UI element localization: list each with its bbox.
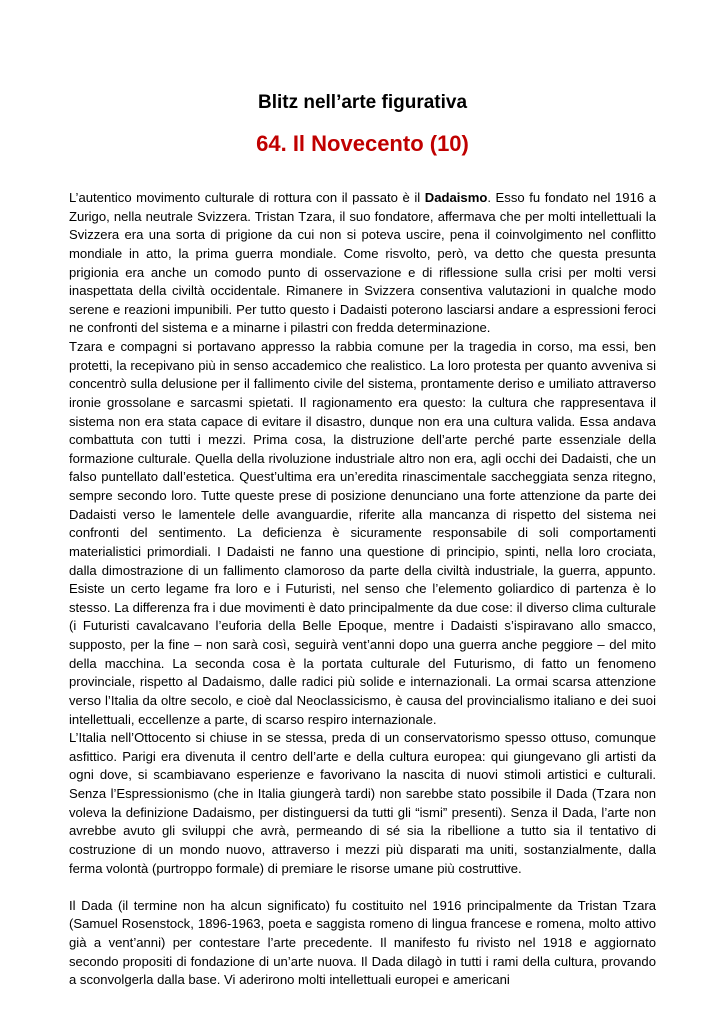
paragraph-intro (69, 189, 656, 338)
chapter-title: 64. Il Novecento (10) (256, 131, 469, 156)
series-title: Blitz nell’arte figurativa (257, 92, 468, 113)
term-dadaismo: Dadaismo (424, 190, 488, 205)
article-body (69, 189, 656, 990)
paragraph-intro-rest: . Esso fu fondato nel 1916 a Zurigo, nella neutrale Svizzera. Tristan Tzara, il suo fondatore, affermava che per molti intellettuali la Svizzera era una sorta di prigione da cui non si poteva uscire, pena il coinvolgimento nel conflitto mondiale in atto, la prima guerra mondiale. Come risvolto, però, va detto che questa presunta prigionia era anche un comodo punto di osservazione e di riflessione sulla crisi per molti versi inaspettata della civiltà occidentale. Rimanere in Svizzera consentiva valutazioni in qualche modo serene e reazioni impunibili. Per tutto questo i Dadaisti poterono lasciarsi andare a espressioni feroci ne confronti del sistema e a minarne i pilastri con fredda determinazione. (69, 190, 656, 336)
paragraph-italia: L’Italia nell’Ottocento si chiuse in se stessa, preda di un conservatorismo spesso ottuso, comunque asfittico. Parigi era divenuta il centro dell’arte e della cultura europea: qui giungevano gli artisti da ogni dove, si scambiavano esperienze e favorivano la nascita di nuovi stimoli artistici e culturali. Senza l’Espressionismo (che in Italia giungerà tardi) non sarebbe stato possibile il Dada (Tzara non voleva la definizione Dadaismo, per distinguersi da tutti gli “ismi” presenti). Senza il Dada, l’arte non avrebbe avuto gli sviluppi che avrà, permeando di sé sia la ribellione a tutto sia il tentativo di costruzione di un mondo nuovo, attraverso i mezzi più disparati ma uniti, sostanzialmente, dalla ferma volontà (purtroppo formale) di premiare le risorse umane più costruttive. (69, 730, 656, 876)
paragraph-tzara: Tzara e compagni si portavano appresso la rabbia comune per la tragedia in corso, ma essi, ben protetti, la recepivano più in senso accademico che realistico. La loro protesta per quanto avveniva si concentrò sulla delusione per il fallimento civile del sistema, prontamente deriso e umiliato attraverso ironie grossolane e sarcasmi spietati. Il ragionamento era questo: la cultura che rappresentava il sistema non era stata capace di evitare il disastro, dunque non era una cultura valida. Essa andava combattuta con tutti i mezzi. Prima cosa, la distruzione dell’arte perché parte essenziale della formazione culturale. Quella della rivoluzione industriale altro non era, agli occhi dei Dadaisti, che un falso puntellato dall’estetica. Quest’ultima era un’eredita rinascimentale saccheggiata senza ritegno, sempre secondo loro. Tutte queste prese di posizione denunciano una forte attenzione da parte dei Dadaisti verso le lamentele delle avanguardie, riferite alla mancanza di rispetto del sistema nei confronti del sentimento. La deficienza è sicuramente responsabile di soli comportamenti materialistici primordiali. I Dadaisti ne fanno una questione di principio, spinti, nella loro crociata, dalla dimostrazione di un fallimento clamoroso da parte della civiltà industriale, la guerra, appunto. Esiste un certo legame fra loro e i Futuristi, nel senso che l’elemento goliardico di partenza è lo stesso. La differenza fra i due movimenti è dato principalmente da due cose: il diverso clima culturale (i Futuristi cavalcavano l’euforia della Belle Epoque, mentre i Dadaisti s’ispiravano allo smacco, supposto, per la fine – non sarà così, seguirà vent’anni dopo una guerra anche peggiore – del mito della macchina. La seconda cosa è la portata culturale del Futurismo, di fatto un fenomeno provinciale, rispetto al Dadaismo, dalle radici più solide e internazionali. La ormai scarsa attenzione verso l’Italia da oltre secolo, e cioè dal Neoclassicismo, è causa del provincialismo italiano e dei suoi intellettuali, eccellenze a parte, di scarso respiro internazionale. (69, 339, 656, 727)
paragraph-dada: Il Dada (il termine non ha alcun significato) fu costituito nel 1916 principalmente da Tristan Tzara (Samuel Rosenstock, 1896-1963, poeta e saggista romeno di lingua francese e romena, molto attivo già a vent’anni) per contestare l’arte precedente. Il manifesto fu rivisto nel 1918 e aggiornato secondo propositi di fondazione di un’arte nuova. Il Dada dilagò in tutti i rami della cultura, provando a sconvolgerla dalla base. Vi aderirono molti intellettuali europei e americani (69, 897, 656, 988)
paragraph-intro-lead: L’autentico movimento culturale di rottura con il passato è il (69, 190, 425, 205)
